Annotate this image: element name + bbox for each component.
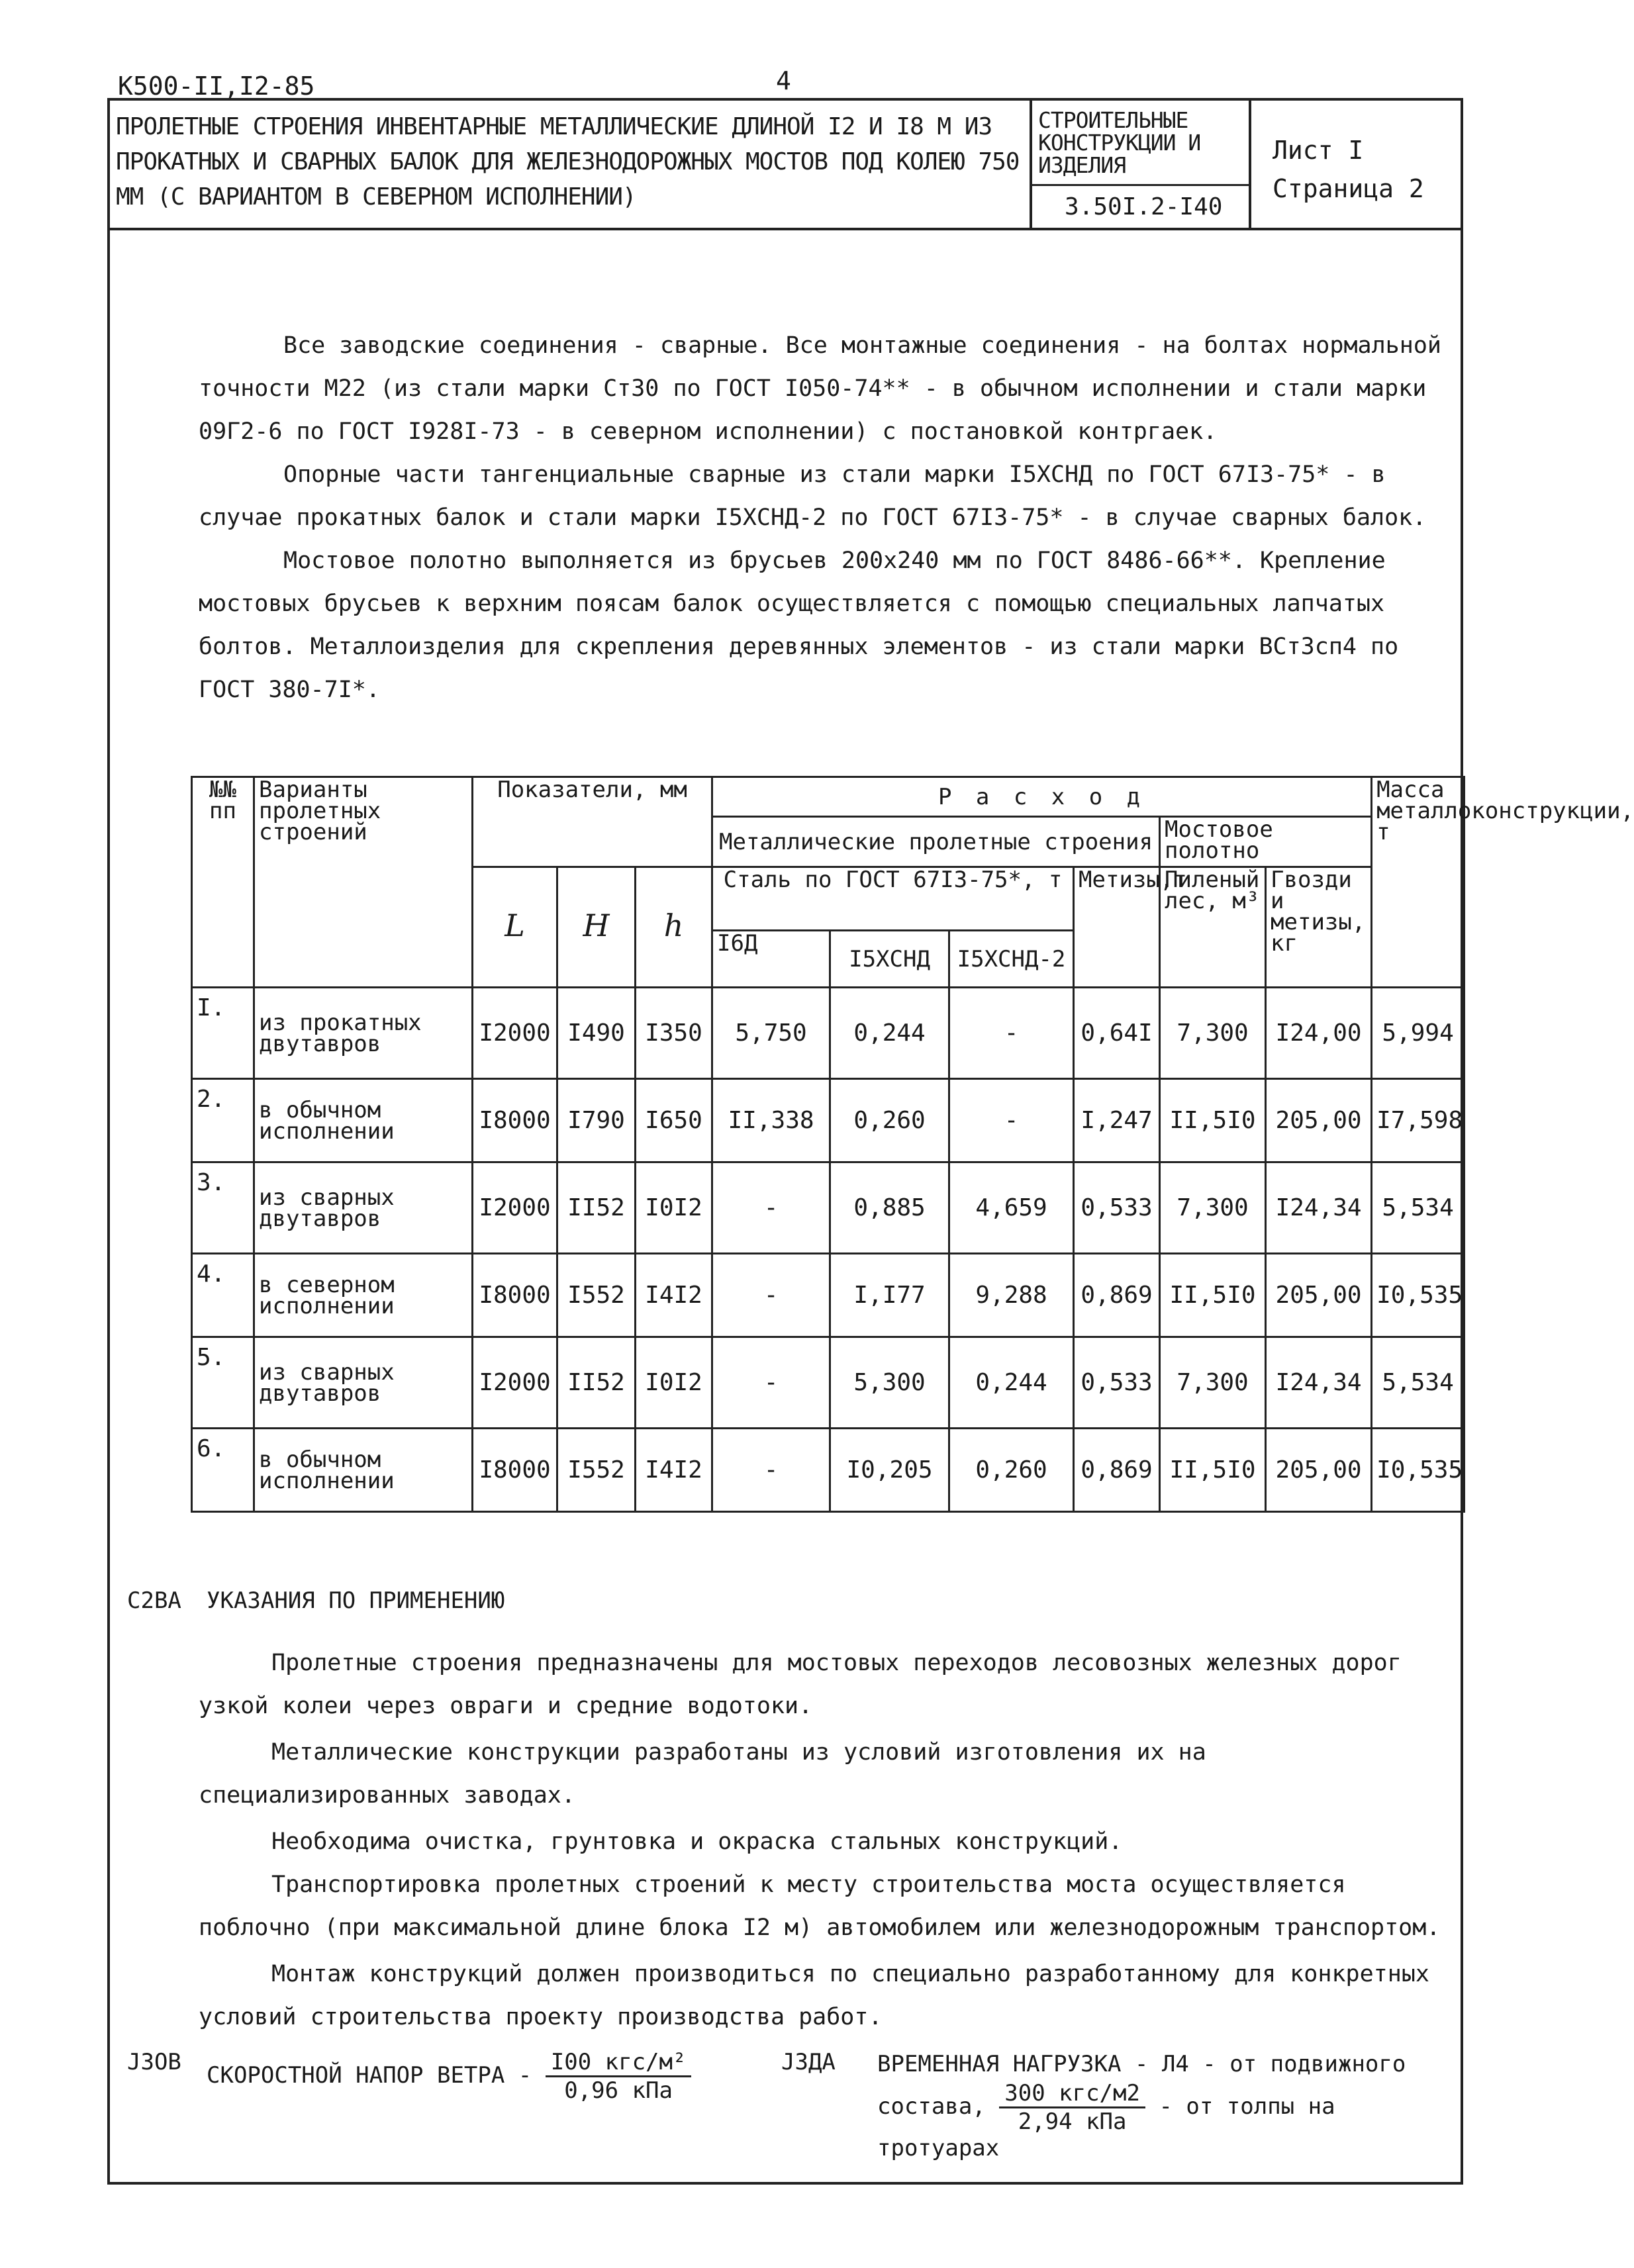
th-16d: I6Д: [712, 931, 830, 988]
cell-nails: 205,00: [1266, 1429, 1372, 1512]
cell-h: I4I2: [636, 1429, 712, 1512]
document-title: ПРОЛЕТНЫЕ СТРОЕНИЯ ИНВЕНТАРНЫЕ МЕТАЛЛИЧЕСКИЕ ДЛИНОЙ I2 И I8 М ИЗ ПРОКАТНЫХ И СВАРНЫХ БАЛОК ДЛЯ ЖЕЛЕЗНОДОРОЖНЫХ МОСТОВ ПОД КОЛЕЮ 750 ММ (С ВАРИАНТОМ В СЕВЕРНОМ ИСПОЛНЕНИИ): [116, 113, 1020, 211]
cell-L: I2000: [473, 1337, 557, 1429]
cell-nails: 205,00: [1266, 1079, 1372, 1162]
sheet-number: Лист I: [1273, 136, 1364, 165]
cell-hardware: 0,869: [1074, 1254, 1160, 1337]
sheet-page: Страница 2: [1273, 174, 1424, 203]
usage-title: УКАЗАНИЯ ПО ПРИМЕНЕНИЮ: [207, 1587, 505, 1614]
th-15hsnd2: I5ХСНД-2: [949, 931, 1074, 988]
cell-nails: I24,34: [1266, 1162, 1372, 1254]
usage-text-1: Пролетные строения предназначены для мостовых переходов лесовозных железных дорог узкой колеи через овраги и средние водотоки.: [199, 1650, 1402, 1719]
cell-hardware: 0,869: [1074, 1429, 1160, 1512]
header-sep-1: [1030, 98, 1032, 228]
page-number: 4: [776, 66, 791, 95]
series-code: 3.50I.2-I40: [1065, 193, 1223, 220]
cell-L: I8000: [473, 1254, 557, 1337]
th-variants: Варианты пролетных строений: [254, 777, 473, 988]
usage-paragraph-2: [199, 1731, 1457, 1817]
cell-mass: 5,994: [1372, 988, 1465, 1079]
row-variant: в обычном исполнении: [254, 1079, 473, 1162]
cell-h: I0I2: [636, 1337, 712, 1429]
cell-s15hsnd: I,I77: [830, 1254, 949, 1337]
th-h-text: h: [663, 908, 684, 943]
load-line-2: [877, 2080, 1460, 2161]
intro-paragraph-2: [199, 453, 1457, 540]
cell-mass: I7,598: [1372, 1079, 1465, 1162]
th-no: №№ пп: [192, 777, 254, 988]
load-code: J3ДА: [781, 2049, 836, 2075]
cell-s15hsnd: 0,244: [830, 988, 949, 1079]
cell-s16d: -: [712, 1162, 830, 1254]
doc-code: К500-II,I2-85: [118, 71, 315, 101]
th-mass: Масса металлоконструкции, т: [1372, 777, 1465, 988]
th-hardware: Метизы,т: [1074, 867, 1160, 988]
cell-H: II52: [557, 1162, 636, 1254]
th-H: [557, 867, 636, 988]
cell-H: I790: [557, 1079, 636, 1162]
cell-h: I0I2: [636, 1162, 712, 1254]
row-number: 4.: [192, 1254, 254, 1337]
cell-L: I8000: [473, 1079, 557, 1162]
cell-s15hsnd: I0,205: [830, 1429, 949, 1512]
th-bridge-deck: Мостовое полотно: [1160, 817, 1372, 867]
table-row: [192, 1337, 1465, 1429]
th-L-text: L: [505, 908, 525, 943]
cell-h: I4I2: [636, 1254, 712, 1337]
load-block: [877, 2051, 1460, 2161]
header-sep-2: [1249, 98, 1251, 228]
cell-hardware: 0,533: [1074, 1162, 1160, 1254]
cell-s15hsnd: 5,300: [830, 1337, 949, 1429]
th-metal-spans: Металлические пролетные строения: [712, 817, 1160, 867]
cell-h: I350: [636, 988, 712, 1079]
cell-s15hsnd2: 9,288: [949, 1254, 1074, 1337]
th-indicators: Показатели, мм: [473, 777, 712, 867]
wind-denominator: 0,96 кПа: [564, 2077, 673, 2104]
cell-nails: 205,00: [1266, 1254, 1372, 1337]
cell-mass: I0,535: [1372, 1254, 1465, 1337]
cell-L: I8000: [473, 1429, 557, 1512]
load-label: ВРЕМЕННАЯ НАГРУЗКА - Л4 - от подвижного: [877, 2051, 1406, 2077]
cell-lumber: 7,300: [1160, 988, 1266, 1079]
cell-mass: 5,534: [1372, 1337, 1465, 1429]
cell-hardware: I,247: [1074, 1079, 1160, 1162]
load-fraction: [999, 2080, 1145, 2135]
wind-numerator: I00 кгс/м²: [546, 2049, 692, 2077]
usage-text-5: Монтаж конструкций должен производиться по специально разработанному для конкретных условий строительства проекту производства работ.: [199, 1961, 1429, 2030]
usage-paragraph-3: [199, 1820, 1457, 1864]
cell-lumber: II,5I0: [1160, 1429, 1266, 1512]
cell-lumber: 7,300: [1160, 1337, 1266, 1429]
row-variant: в обычном исполнении: [254, 1429, 473, 1512]
cell-mass: 5,534: [1372, 1162, 1465, 1254]
cell-nails: I24,00: [1266, 988, 1372, 1079]
usage-paragraph-4: [199, 1864, 1457, 1950]
row-number: 2.: [192, 1079, 254, 1162]
cell-s16d: -: [712, 1429, 830, 1512]
cell-nails: I24,34: [1266, 1337, 1372, 1429]
cell-s15hsnd2: -: [949, 1079, 1074, 1162]
row-variant: в северном исполнении: [254, 1254, 473, 1337]
cell-lumber: II,5I0: [1160, 1254, 1266, 1337]
th-L: [473, 867, 557, 988]
row-variant: из прокатных двутавров: [254, 988, 473, 1079]
cell-s15hsnd2: 4,659: [949, 1162, 1074, 1254]
cell-lumber: II,5I0: [1160, 1079, 1266, 1162]
cell-H: I552: [557, 1429, 636, 1512]
cell-H: I552: [557, 1254, 636, 1337]
intro-paragraph-3: [199, 540, 1457, 712]
wind-label: СКОРОСТНОЙ НАПОР ВЕТРА -: [207, 2062, 532, 2089]
usage-code: С2ВА: [127, 1587, 181, 1614]
sheet-info: [1273, 131, 1424, 208]
row-variant: из сварных двутавров: [254, 1162, 473, 1254]
table-row: [192, 1162, 1465, 1254]
cell-H: I490: [557, 988, 636, 1079]
wind-fraction: [546, 2049, 692, 2104]
load-line2-start: состава,: [877, 2093, 986, 2120]
th-15hsnd: I5ХСНД: [830, 931, 949, 988]
cell-h: I650: [636, 1079, 712, 1162]
intro-paragraph-1: [199, 324, 1457, 453]
row-number: 6.: [192, 1429, 254, 1512]
cell-s15hsnd: 0,260: [830, 1079, 949, 1162]
cell-mass: I0,535: [1372, 1429, 1465, 1512]
cell-s15hsnd2: -: [949, 988, 1074, 1079]
cell-lumber: 7,300: [1160, 1162, 1266, 1254]
load-numerator: 300 кгс/м2: [999, 2080, 1145, 2108]
wind-block: [207, 2049, 691, 2104]
cell-hardware: 0,533: [1074, 1337, 1160, 1429]
cell-s16d: -: [712, 1254, 830, 1337]
cell-s16d: 5,750: [712, 988, 830, 1079]
row-number: I.: [192, 988, 254, 1079]
usage-text-2: Металлические конструкции разработаны из условий изготовления их на специализированных заводах.: [199, 1739, 1206, 1809]
cell-s15hsnd2: 0,244: [949, 1337, 1074, 1429]
cell-H: II52: [557, 1337, 636, 1429]
cell-s15hsnd: 0,885: [830, 1162, 949, 1254]
table-row: [192, 1429, 1465, 1512]
cell-s16d: -: [712, 1337, 830, 1429]
cell-L: I2000: [473, 1162, 557, 1254]
usage-text-3: Необходима очистка, грунтовка и окраска стальных конструкций.: [271, 1828, 1123, 1855]
intro-text-2: Опорные части тангенциальные сварные из стали марки I5ХСНД по ГОСТ 67I3-75* - в случае прокатных балок и стали марки I5ХСНД-2 по ГОСТ 67I3-75* - в случае сварных балок.: [199, 461, 1427, 531]
th-H-text: H: [583, 908, 610, 943]
table-row: [192, 988, 1465, 1079]
table-body: [192, 988, 1465, 1512]
consumption-table: [191, 776, 1634, 1513]
intro-text-1: Все заводские соединения - сварные. Все монтажные соединения - на болтах нормальной точности М22 (из стали марки Ст30 по ГОСТ I050-74** - в обычном исполнении и стали марки 09Г2-6 по ГОСТ I928I-73 - в северном исполнении) с постановкой контргаек.: [199, 332, 1441, 445]
usage-paragraph-5: [199, 1953, 1457, 2039]
load-line2-end: - от толпы на тротуарах: [877, 2093, 1335, 2161]
category-underline: [1032, 184, 1249, 186]
cell-s15hsnd2: 0,260: [949, 1429, 1074, 1512]
th-nails: Гвозди и метизы, кг: [1266, 867, 1372, 988]
table-row: [192, 1079, 1465, 1162]
row-number: 3.: [192, 1162, 254, 1254]
header-divider: [107, 228, 1463, 230]
cell-hardware: 0,64I: [1074, 988, 1160, 1079]
th-consumption: Р а с х о д: [712, 777, 1372, 817]
row-variant: из сварных двутавров: [254, 1337, 473, 1429]
cell-s16d: II,338: [712, 1079, 830, 1162]
th-lumber: Пиленый лес, м³: [1160, 867, 1266, 988]
row-number: 5.: [192, 1337, 254, 1429]
wind-code: J3ОВ: [127, 2049, 181, 2075]
table-row: [192, 1254, 1465, 1337]
th-h: [636, 867, 712, 988]
usage-paragraph-1: [199, 1642, 1457, 1728]
document-category: СТРОИТЕЛЬНЫЕ КОНСТРУКЦИИ И ИЗДЕЛИЯ: [1038, 107, 1201, 178]
th-steel: Сталь по ГОСТ 67I3-75*, т: [712, 867, 1074, 931]
load-denominator: 2,94 кПа: [1018, 2108, 1127, 2135]
intro-text-3: Мостовое полотно выполняется из брусьев 200х240 мм по ГОСТ 8486-66**. Крепление мостовых брусьев к верхним поясам балок осуществляется с помощью специальных лапчатых болтов. Металлоизделия для скрепления деревянных элементов - из стали марки ВСт3сп4 по ГОСТ 380-7I*.: [199, 547, 1399, 703]
cell-L: I2000: [473, 988, 557, 1079]
usage-text-4: Транспортировка пролетных строений к месту строительства моста осуществляется поблочно (при максимальной длине блока I2 м) автомобилем или железнодорожным транспортом.: [199, 1871, 1441, 1941]
